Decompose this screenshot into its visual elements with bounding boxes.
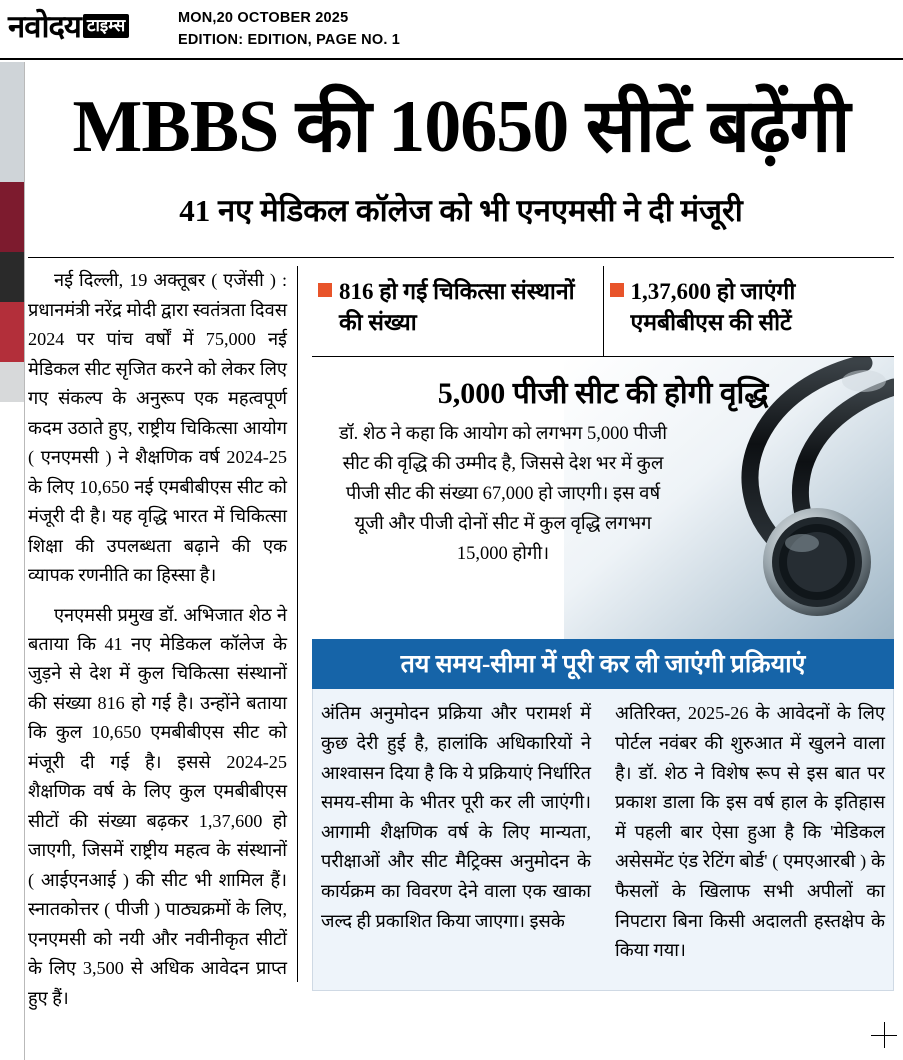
- headline-divider: [28, 257, 894, 258]
- highlight-row: [312, 266, 894, 357]
- strip-segment: [0, 302, 24, 362]
- strip-segment: [0, 62, 24, 182]
- strip-segment: [0, 252, 24, 302]
- article-columns: [28, 266, 894, 1008]
- highlight-box-1: [312, 266, 604, 356]
- pg-seats-block: [312, 357, 894, 639]
- square-bullet-icon: [610, 283, 624, 297]
- highlight-text: 816 हो गई चिकित्सा संस्थानों की संख्या: [339, 279, 575, 336]
- page-subheadline: 41 नए मेडिकल कॉलेज को भी एनएमसी ने दी मंजूरी: [179, 193, 743, 229]
- date-line: MON,20 OCTOBER 2025: [178, 10, 349, 26]
- newspaper-logo: [8, 8, 163, 44]
- logo-english-text: टाइम्स: [83, 14, 129, 38]
- square-bullet-icon: [318, 283, 332, 297]
- pg-block-text: डॉ. शेठ ने कहा कि आयोग को लगभग 5,000 पीजी सीट की वृद्धि की उम्मीद है, जिससे देश भर में कुल पीजी सीट की संख्या 67,000 हो जाएगी। इस वर्ष यूजी और पीजी दोनों सीट में कुल वृद्धि लगभग 15,000 होगी।: [338, 424, 668, 565]
- article-paragraph: एनएमसी प्रमुख डॉ. अभिजात शेठ ने बताया कि 41 नए मेडिकल कॉलेज के जुड़ने से देश में कुल चिकित्सा संस्थानों की संख्या 816 हो गई है। उन्होंने बताया कि कुल 10,650 एमबीबीएस सीट को मंजूरी दी गई है। इससे 2024-25 शैक्षणिक वर्ष के लिए कुल एमबीबीएस सीटों की संख्या बढ़कर 1,37,600 हो जाएगी, जिसमें राष्ट्रीय महत्व के संस्थानों ( आईएनआई ) की सीट भी शामिल हैं। स्नातकोत्तर ( पीजी ) पाठ्यक्रमों के लिए, एनएमसी को नयी और नवीनीकृत सीटों के लिए 3,500 से अधिक आवेदन प्राप्त हुए हैं।: [28, 604, 287, 1008]
- page-edge-color-strip: [0, 62, 25, 1060]
- bottom-text-columns: [312, 689, 894, 991]
- crop-mark-vertical: [884, 1022, 886, 1048]
- page-headline: MBBS की 10650 सीटें बढ़ेंगी: [72, 86, 850, 168]
- article-paragraph: नई दिल्ली, 19 अक्तूबर ( एजेंसी ) : प्रधानमंत्री नरेंद्र मोदी द्वारा स्वतंत्रता दिवस 2024 पर पांच वर्षों में 75,000 नई मेडिकल सीट सृजित करने को लेकर लिए गए संकल्प के अनुरूप एक महत्वपूर्ण कदम उठाते हुए, राष्ट्रीय चिकित्सा आयोग ( एनएमसी ) ने शैक्षणिक वर्ष 2024-25 के लिए 10,650 नई एमबीबीएस सीट को मंजूरी दी है। यह वृद्धि भारत में चिकित्सा शिक्षा की उपलब्धता बढ़ाने की एक व्यापक रणनीति का हिस्सा है।: [28, 270, 287, 586]
- strip-segment: [0, 402, 24, 1060]
- edition-line: EDITION: EDITION, PAGE NO. 1: [178, 31, 401, 48]
- edition-info: [178, 8, 400, 52]
- bottom-column-left: अंतिम अनुमोदन प्रक्रिया और परामर्श में कुछ देरी हुई है, हालांकि अधिकारियों ने आश्वासन दिया है कि ये प्रक्रियाएं निर्धारित समय-सीमा के भीतर पूरी कर ली जाएंगी। आगामी शैक्षणिक वर्ष के लिए मान्यता, परीक्षाओं और सीट मैट्रिक्स अनुमोदन के कार्यक्रम का विवरण देने वाला एक खाका जल्द ही प्रकाशित किया जाएगा। इसके: [321, 703, 591, 931]
- strip-segment: [0, 362, 24, 402]
- highlight-text: 1,37,600 हो जाएंगी एमबीबीएस की सीटें: [630, 279, 796, 336]
- pg-block-title: 5,000 पीजी सीट की होगी वृद्धि: [437, 377, 769, 411]
- logo-hindi-text: नवोदय: [8, 8, 81, 44]
- bottom-column-right: अतिरिक्त, 2025-26 के आवेदनों के लिए पोर्टल नवंबर की शुरुआत में खुलने वाला है। डॉ. शेठ ने विशेष रूप से इस बात पर प्रकाश डाला कि इस वर्ष हाल के इतिहास में पहली बार ऐसा हुआ है कि 'मेडिकल असेसमेंट एंड रेटिंग बोर्ड' ( एमएआरबी ) के फैसलों के खिलाफ सभी अपीलों का निपटारा बिना किसी अदालती हस्तक्षेप के किया गया।: [615, 703, 885, 961]
- masthead: [0, 0, 903, 60]
- main-article-column: [28, 266, 298, 1008]
- newspaper-page: [28, 64, 894, 1054]
- blue-banner-heading: तय समय-सीमा में पूरी कर ली जाएंगी प्रक्रियाएं: [312, 639, 894, 689]
- highlight-box-2: [604, 266, 895, 356]
- sidebar-column: [312, 266, 894, 982]
- strip-segment: [0, 182, 24, 252]
